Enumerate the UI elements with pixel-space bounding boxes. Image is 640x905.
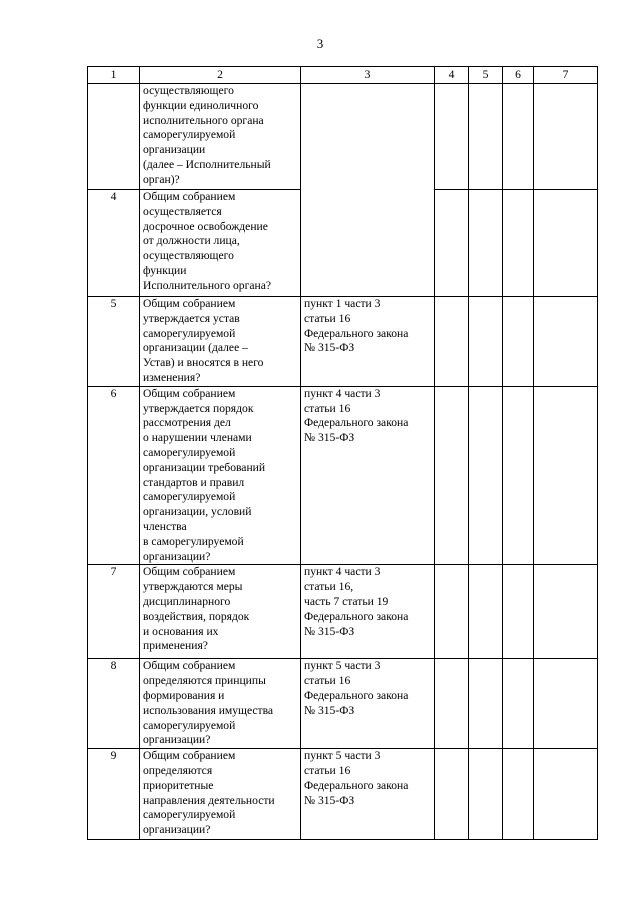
question-line: саморегулируемой [143, 326, 236, 340]
col-header: 4 [435, 67, 469, 84]
col-header: 7 [534, 67, 598, 84]
question-line: осуществляющего [143, 84, 234, 97]
question-line: приоритетные [143, 778, 214, 792]
table-row [88, 565, 598, 659]
question-line: о нарушении членами [143, 431, 252, 445]
question-line: дисциплинарного [143, 594, 231, 608]
checklist-table [87, 66, 598, 840]
answer-cell [503, 659, 534, 749]
question-line: и основания их [143, 624, 219, 638]
reference-line: статьи 16 [304, 311, 351, 325]
reference-line: Федерального закона [304, 778, 409, 792]
question-line: саморегулируемой [143, 808, 236, 822]
question-line: Общим собранием [143, 749, 236, 763]
row-number: 6 [88, 386, 140, 565]
question-line: Общим собранием [143, 565, 236, 579]
reference-cell [301, 297, 435, 387]
row-number: 9 [88, 749, 140, 840]
reference-line: Федерального закона [304, 326, 409, 340]
reference-cell [301, 84, 435, 297]
question-line: определяются [143, 763, 213, 777]
reference-line: пункт 4 части 3 [304, 565, 381, 579]
note-cell [534, 84, 598, 190]
reference-line: № 315-ФЗ [304, 703, 355, 717]
question-line: саморегулируемой [143, 490, 236, 504]
question-line: воздействия, порядок [143, 609, 250, 623]
question-line: изменения? [143, 370, 201, 384]
question-line: организации требований [143, 460, 266, 474]
note-cell [534, 749, 598, 840]
table-row [88, 297, 598, 387]
row-number: 7 [88, 565, 140, 659]
table-row [88, 386, 598, 565]
answer-cell [435, 190, 469, 297]
question-line: Общим собранием [143, 386, 236, 400]
question-line: функции единоличного [143, 98, 259, 112]
question-line: утверждается порядок [143, 401, 254, 415]
col-header: 6 [503, 67, 534, 84]
col-header: 1 [88, 67, 140, 84]
question-cell [140, 297, 301, 387]
reference-line: № 315-ФЗ [304, 793, 355, 807]
question-line: организации? [143, 549, 211, 563]
question-line: рассмотрения дел [143, 416, 231, 430]
answer-cell [503, 749, 534, 840]
answer-cell [469, 659, 503, 749]
question-line: исполнительного органа [143, 113, 264, 127]
question-line: осуществляющего [143, 249, 234, 263]
question-line: определяются принципы [143, 674, 266, 688]
question-line: членства [143, 519, 187, 533]
reference-line: пункт 4 части 3 [304, 386, 381, 400]
question-line: использования имущества [143, 703, 274, 717]
question-line: утверждаются меры [143, 580, 243, 594]
reference-line: статьи 16 [304, 674, 351, 688]
question-line: Исполнительного органа? [143, 278, 272, 292]
table-row [88, 749, 598, 840]
reference-line: № 315-ФЗ [304, 431, 355, 445]
question-line: саморегулируемой [143, 445, 236, 459]
reference-line: № 315-ФЗ [304, 624, 355, 638]
question-cell [140, 565, 301, 659]
answer-cell [469, 190, 503, 297]
question-line: организации? [143, 823, 211, 837]
answer-cell [469, 565, 503, 659]
reference-line: статьи 16 [304, 401, 351, 415]
reference-line: Федерального закона [304, 416, 409, 430]
question-line: направления деятельности [143, 793, 275, 807]
reference-cell [301, 386, 435, 565]
answer-cell [435, 386, 469, 565]
question-line: саморегулируемой [143, 128, 236, 142]
reference-line: статьи 16 [304, 763, 351, 777]
answer-cell [469, 84, 503, 190]
answer-cell [435, 659, 469, 749]
answer-cell [435, 84, 469, 190]
row-number [88, 84, 140, 190]
question-cell [140, 84, 301, 190]
reference-line: пункт 1 части 3 [304, 297, 381, 310]
answer-cell [469, 749, 503, 840]
col-header: 2 [140, 67, 301, 84]
reference-line: № 315-ФЗ [304, 341, 355, 355]
question-line: стандартов и правил [143, 475, 245, 489]
answer-cell [435, 297, 469, 387]
note-cell [534, 386, 598, 565]
row-number: 4 [88, 190, 140, 297]
question-line: осуществляется [143, 204, 222, 218]
reference-line: Федерального закона [304, 609, 409, 623]
reference-cell [301, 659, 435, 749]
question-cell [140, 749, 301, 840]
question-line: досрочное освобождение [143, 219, 268, 233]
answer-cell [435, 565, 469, 659]
question-line: функции [143, 263, 187, 277]
question-line: организации, условий [143, 505, 252, 519]
answer-cell [503, 565, 534, 659]
header-row [88, 67, 598, 84]
question-line: организации [143, 143, 206, 157]
col-header: 3 [301, 67, 435, 84]
row-number: 5 [88, 297, 140, 387]
question-line: Общим собранием [143, 190, 236, 203]
answer-cell [503, 386, 534, 565]
reference-line: Федерального закона [304, 688, 409, 702]
question-line: саморегулируемой [143, 718, 236, 732]
reference-line: пункт 5 части 3 [304, 749, 381, 763]
question-line: организации? [143, 733, 211, 747]
question-line: применения? [143, 639, 208, 653]
question-line: утверждается устав [143, 311, 240, 325]
reference-line: статьи 16, [304, 580, 354, 594]
question-line: орган)? [143, 172, 180, 186]
answer-cell [503, 84, 534, 190]
question-line: Общим собранием [143, 659, 236, 673]
question-line: Устав) и вносятся в него [143, 356, 264, 370]
question-line: в саморегулируемой [143, 534, 244, 548]
answer-cell [469, 297, 503, 387]
question-line: Общим собранием [143, 297, 236, 310]
row-number: 8 [88, 659, 140, 749]
question-line: от должности лица, [143, 234, 240, 248]
answer-cell [435, 749, 469, 840]
question-line: (далее – Исполнительный [143, 157, 271, 171]
question-line: организации (далее – [143, 341, 248, 355]
question-line: формирования и [143, 688, 225, 702]
reference-cell [301, 749, 435, 840]
table-row [88, 84, 598, 190]
note-cell [534, 659, 598, 749]
question-cell [140, 190, 301, 297]
reference-cell [301, 565, 435, 659]
note-cell [534, 190, 598, 297]
reference-line: часть 7 статьи 19 [304, 594, 389, 608]
question-cell [140, 386, 301, 565]
note-cell [534, 565, 598, 659]
page-number: 3 [316, 36, 324, 51]
note-cell [534, 297, 598, 387]
reference-line: пункт 5 части 3 [304, 659, 381, 673]
question-cell [140, 659, 301, 749]
answer-cell [503, 297, 534, 387]
answer-cell [503, 190, 534, 297]
table-row [88, 659, 598, 749]
col-header: 5 [469, 67, 503, 84]
answer-cell [469, 386, 503, 565]
